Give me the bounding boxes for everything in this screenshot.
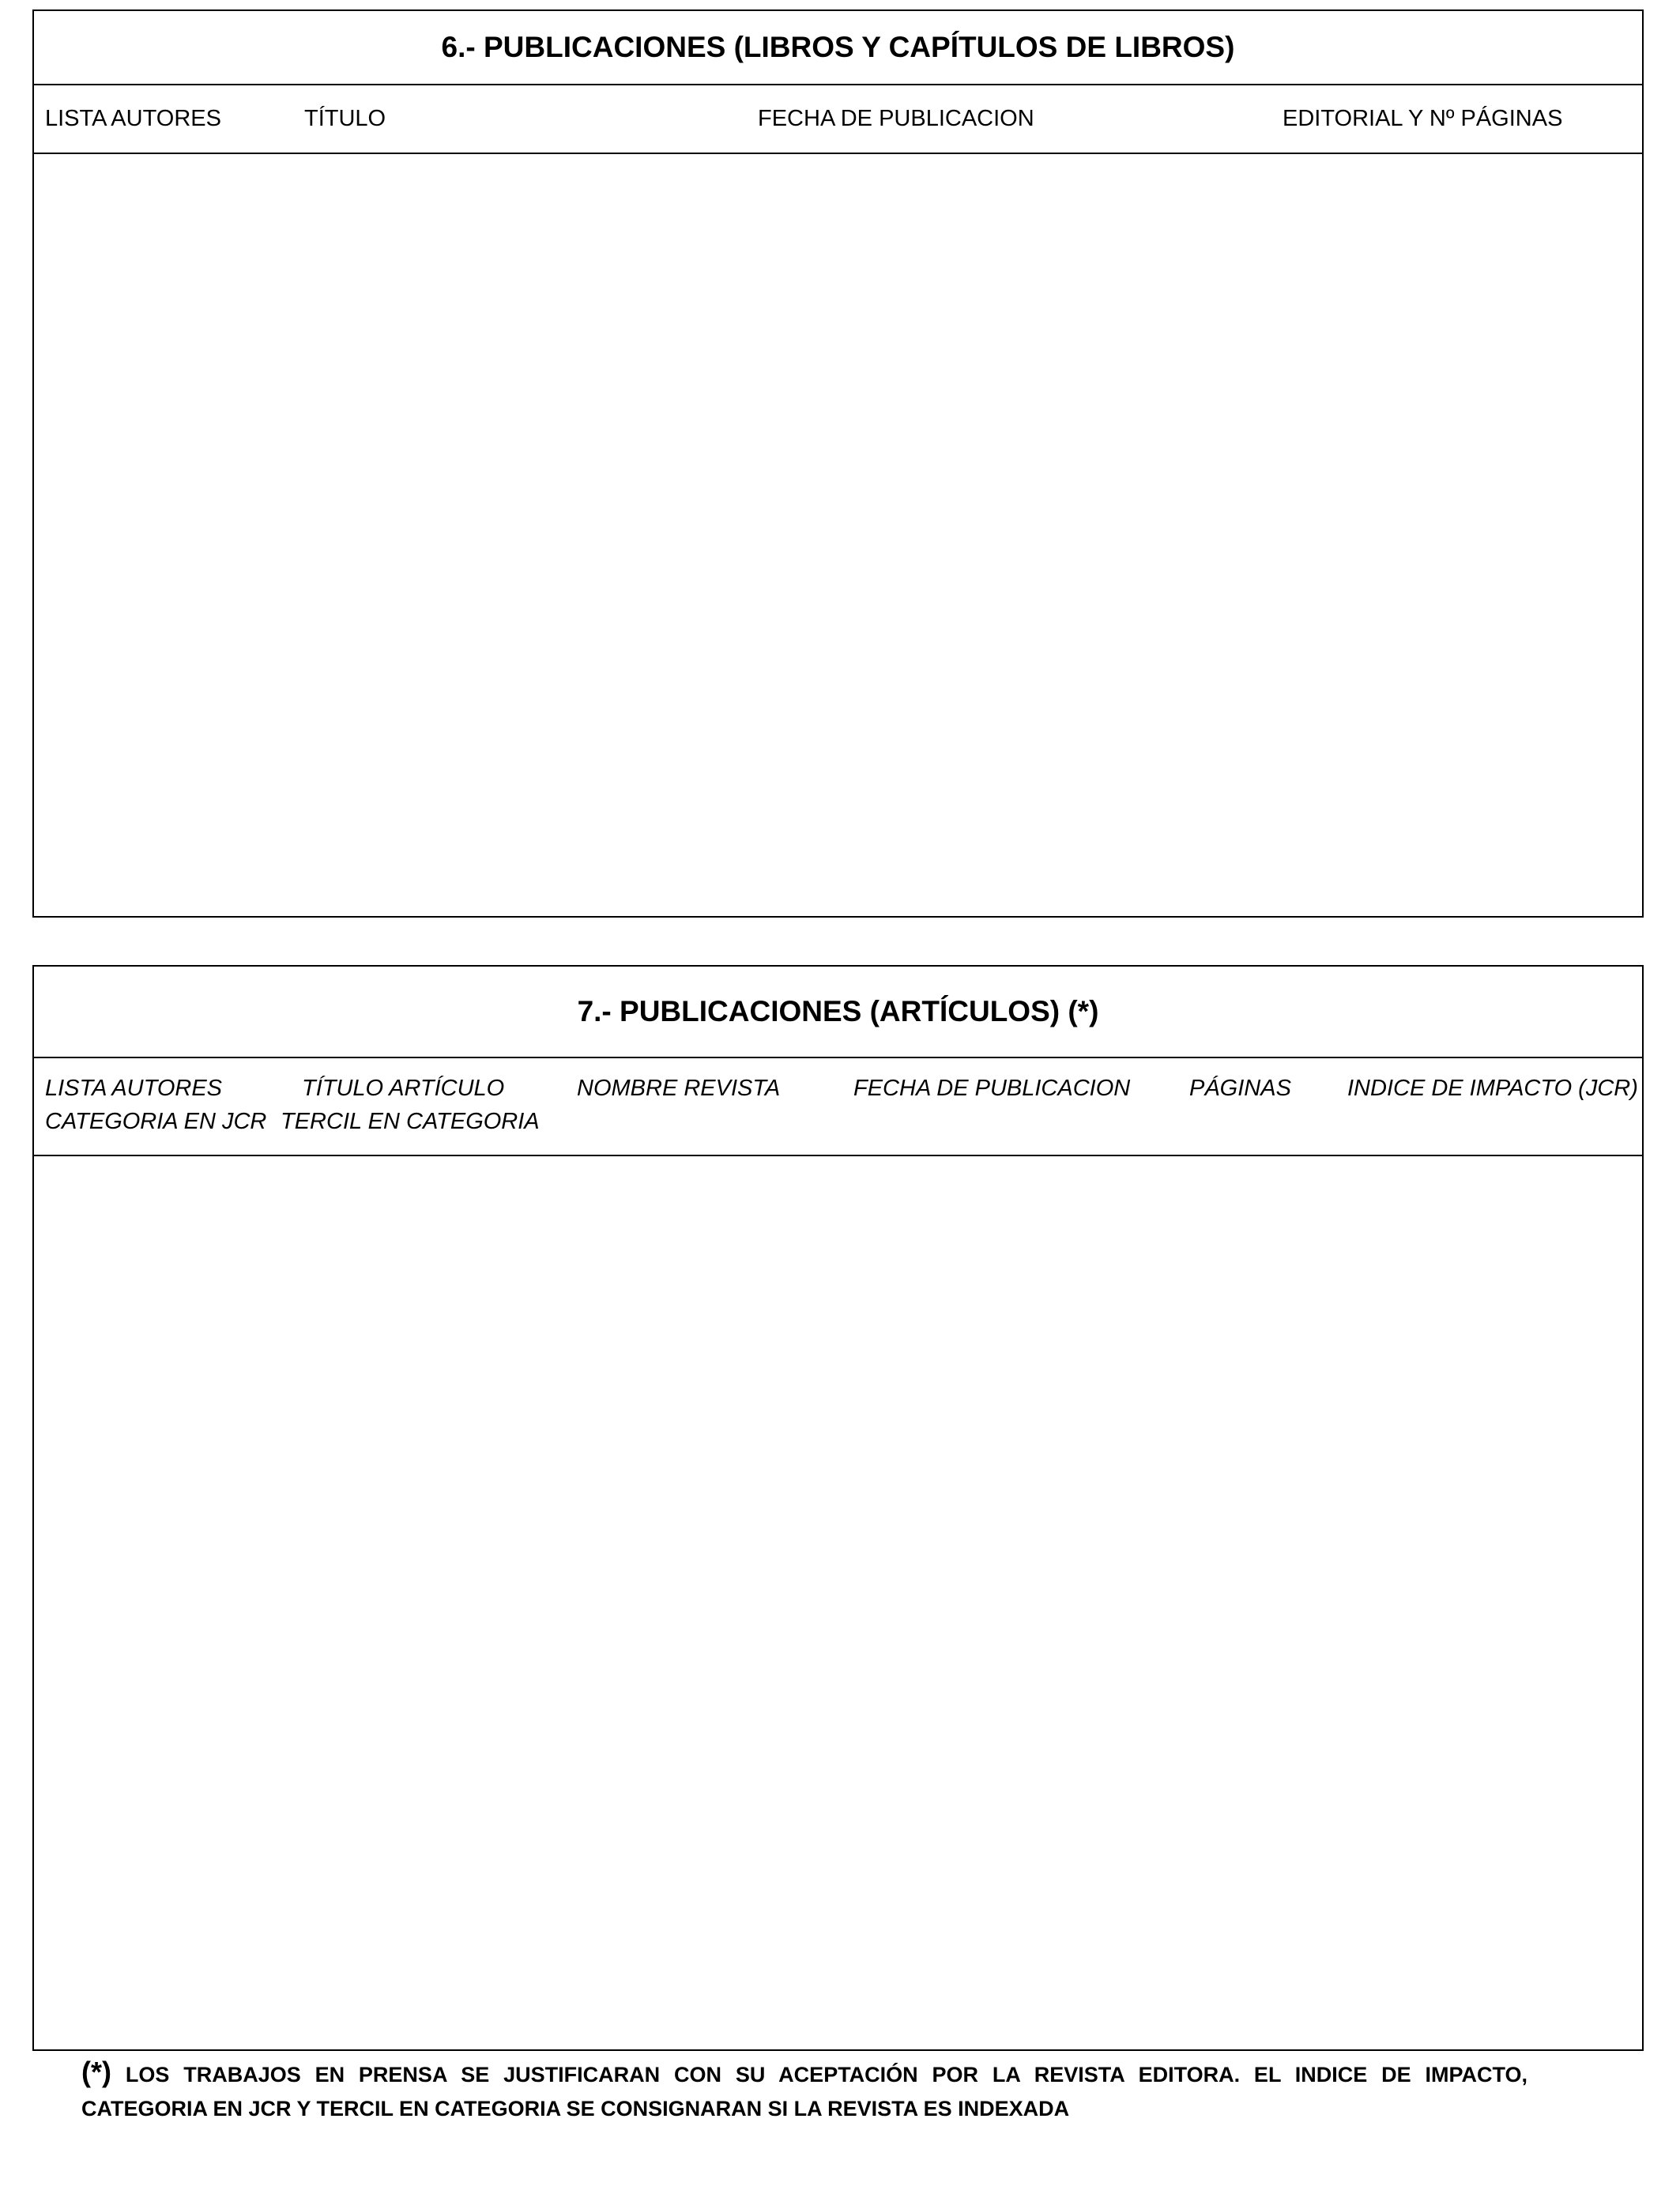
column-header-authors: LISTA AUTORES (45, 106, 221, 131)
column-header-publication-date: FECHA DE PUBLICACION (758, 106, 1034, 131)
footnote-line-2: CATEGORIA EN JCR Y TERCIL EN CATEGORIA SE CONSIGNARAN SI LA REVISTA ES INDEXADA (81, 2097, 1070, 2120)
section-6-books-table (32, 9, 1644, 918)
column-header-category-tertile: TERCIL EN CATEGORIA (281, 1109, 540, 1134)
section-7-title: 7.- PUBLICACIONES (ARTÍCULOS) (*) (34, 967, 1642, 1058)
section-7-entry-area[interactable] (34, 1156, 1642, 2048)
section-6-header-row (34, 85, 1642, 154)
footnote-mark: (*) (81, 2056, 111, 2088)
column-header-title: TÍTULO (304, 106, 386, 131)
footnote-text-1: LOS TRABAJOS EN PRENSA SE JUSTIFICARAN CON SU ACEPTACIÓN POR LA REVISTA EDITORA. EL INDICE DE IMPACTO, (125, 2063, 1527, 2087)
section-7-articles-table (32, 965, 1644, 2051)
column-header-article-title: TÍTULO ARTÍCULO (302, 1076, 505, 1101)
column-header-pages: PÁGINAS (1189, 1076, 1291, 1101)
column-header-publisher-pages: EDITORIAL Y Nº PÁGINAS (1283, 106, 1563, 131)
column-header-jcr-category: CATEGORIA EN JCR (45, 1109, 267, 1134)
footnote-line-1 (81, 2055, 1527, 2092)
section-7-header-row (34, 1058, 1642, 1156)
column-header-publication-date: FECHA DE PUBLICACION (853, 1076, 1131, 1101)
column-header-impact-factor: INDICE DE IMPACTO (JCR) (1347, 1076, 1638, 1101)
footnote (81, 2055, 1527, 2126)
column-header-journal-name: NOMBRE REVISTA (577, 1076, 781, 1101)
section-6-title: 6.- PUBLICACIONES (LIBROS Y CAPÍTULOS DE LIBROS) (34, 11, 1642, 85)
column-header-authors: LISTA AUTORES (45, 1076, 222, 1101)
section-6-entry-area[interactable] (34, 154, 1642, 913)
